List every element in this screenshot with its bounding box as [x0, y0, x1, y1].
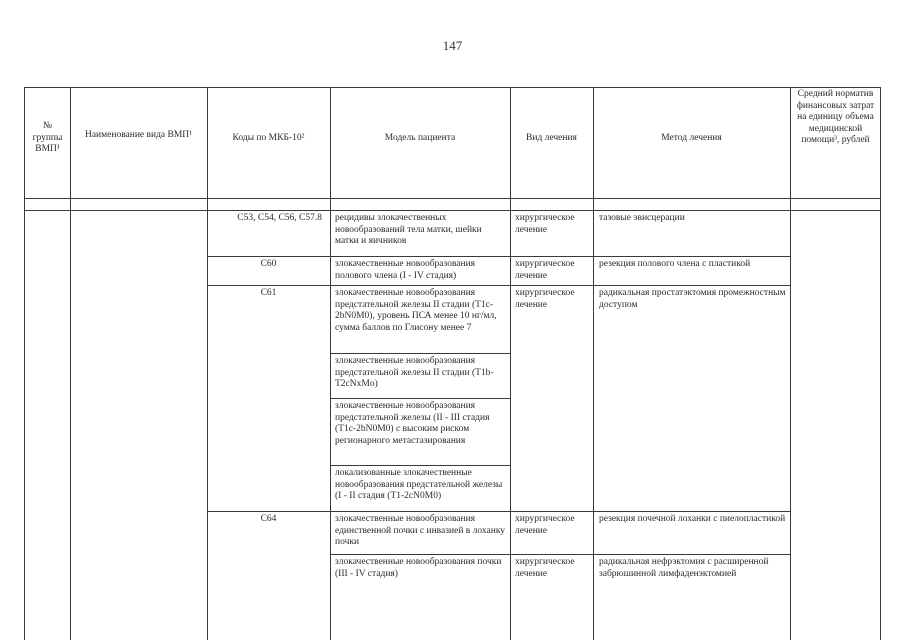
header-bottom-border — [24, 198, 881, 199]
col-line-4 — [510, 87, 511, 640]
col-line-6 — [790, 87, 791, 640]
row-4-model: злокачественные новообразования предстательной железы (II - III стадия (T1c-2bN0M0) с высоким риском регионарного метастазирования — [335, 401, 490, 446]
col-line-3 — [330, 87, 331, 640]
row-1-codes: C60 — [260, 259, 277, 269]
row-7-method: радикальная нефрэктомия с расширенной забрюшинной лимфаденэктомией — [599, 557, 769, 579]
row-6-type: хирургическое лечение — [515, 514, 575, 536]
row-2-method: радикальная простатэктомия промежностным доступом — [599, 288, 786, 310]
row-0-model: рецидивы злокачественных новообразований тела матки, шейки матки и яичников — [335, 213, 482, 246]
row-6-codes: C64 — [260, 514, 277, 524]
row-line-3 — [330, 353, 510, 354]
row-2-type: хирургическое лечение — [515, 288, 575, 310]
spacer-row-border — [24, 210, 881, 211]
table-top-border — [24, 87, 881, 88]
col-line-2 — [207, 87, 208, 640]
page-number: 147 — [442, 38, 463, 53]
col-line-7 — [880, 87, 881, 640]
row-1-model: злокачественные новообразования полового члена (I - IV стадия) — [335, 259, 476, 281]
row-7-model: злокачественные новообразования почки (III - IV стадия) — [335, 557, 502, 579]
header-vmp-name: Наименование вида ВМП¹ — [84, 130, 193, 140]
col-line-1 — [70, 87, 71, 640]
header-icd-codes: Коды по МКБ-10² — [232, 133, 305, 143]
col-line-0 — [24, 87, 25, 640]
header-patient-model: Модель пациента — [384, 133, 456, 143]
row-7-type: хирургическое лечение — [515, 557, 575, 579]
col-line-5 — [593, 87, 594, 640]
row-line-6 — [207, 511, 790, 512]
row-line-1 — [207, 256, 790, 257]
row-1-method: резекция полового члена с пластикой — [599, 259, 751, 269]
row-line-5 — [330, 465, 510, 466]
row-0-type: хирургическое лечение — [515, 213, 575, 235]
row-line-4 — [330, 398, 510, 399]
row-line-7 — [330, 554, 790, 555]
row-6-model: злокачественные новообразования единственной почки с инвазией в лоханку почки — [335, 514, 506, 547]
row-2-codes: C61 — [260, 288, 277, 298]
row-1-type: хирургическое лечение — [515, 259, 575, 281]
row-0-codes: C53, C54, C56, C57.8 — [237, 213, 322, 223]
row-0-method: тазовые эвисцерации — [599, 213, 685, 223]
row-3-model: злокачественные новообразования предстательной железы II стадии (T1b-T2cNxMo) — [335, 356, 494, 389]
row-line-2 — [207, 285, 790, 286]
header-avg-cost: Средний норматив финансовых затрат на единицу объема медицинской помощи³, рублей — [796, 89, 875, 145]
row-6-method: резекция почечной лоханки с пиелопластикой — [599, 514, 786, 524]
row-5-model: локализованные злокачественные новообразования предстательной железы (I - II стадия (T1-2cN0M0) — [335, 468, 503, 501]
row-2-model: злокачественные новообразования предстательной железы II стадии (T1c-2bN0M0), уровень ПСА менее 10 нг/мл, сумма баллов по Глисону менее 7 — [335, 288, 497, 333]
header-treatment-method: Метод лечения — [661, 133, 722, 143]
header-treatment-type: Вид лечения — [526, 133, 577, 143]
header-group-no: № группы ВМП¹ — [32, 121, 63, 154]
